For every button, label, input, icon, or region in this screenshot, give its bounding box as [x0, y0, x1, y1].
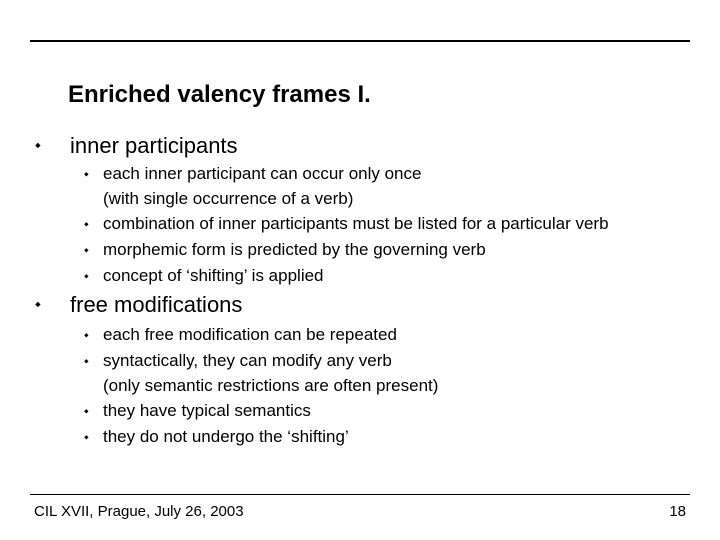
sub-bullet-continuation: (only semantic restrictions are often present): [103, 376, 439, 395]
bottom-rule: [30, 494, 690, 495]
sub-bullet-text: morphemic form is predicted by the governing verb: [103, 240, 486, 259]
diamond-bullet-icon: ⬩: [84, 353, 89, 368]
sub-bullet-text: syntactically, they can modify any verb: [103, 351, 392, 370]
bullet-free-modifications: [35, 292, 243, 317]
sub-bullet: [84, 237, 486, 262]
page-number: 18: [669, 503, 686, 520]
section-heading: free modifications: [70, 292, 243, 317]
sub-bullet-text: each inner participant can occur only once: [103, 164, 422, 183]
sub-bullet-continuation: (with single occurrence of a verb): [103, 189, 354, 208]
sub-bullet: [84, 322, 397, 347]
diamond-bullet-icon: ⬩: [35, 296, 41, 313]
diamond-bullet-icon: ⬩: [84, 242, 89, 257]
slide-title: Enriched valency frames I.: [68, 81, 371, 108]
sub-bullet: [84, 263, 324, 288]
diamond-bullet-icon: ⬩: [84, 429, 89, 444]
bullet-inner-participants: [35, 133, 238, 158]
diamond-bullet-icon: ⬩: [84, 216, 89, 231]
sub-bullet-text: concept of ‘shifting’ is applied: [103, 266, 324, 285]
diamond-bullet-icon: ⬩: [84, 327, 89, 342]
sub-bullet: [84, 211, 609, 236]
diamond-bullet-icon: ⬩: [35, 137, 41, 154]
sub-bullet: [84, 348, 439, 398]
diamond-bullet-icon: ⬩: [84, 166, 89, 181]
diamond-bullet-icon: ⬩: [84, 403, 89, 418]
section-heading: inner participants: [70, 133, 238, 158]
sub-bullet: [84, 398, 311, 423]
top-rule: [30, 40, 690, 42]
sub-bullet-text: each free modification can be repeated: [103, 325, 397, 344]
sub-bullet-text: combination of inner participants must be listed for a particular verb: [103, 214, 609, 233]
sub-bullet: [84, 424, 349, 449]
sub-bullet-text: they have typical semantics: [103, 401, 311, 420]
diamond-bullet-icon: ⬩: [84, 268, 89, 283]
sub-bullet: [84, 161, 422, 211]
sub-bullet-text: they do not undergo the ‘shifting’: [103, 427, 349, 446]
footer-conference: CIL XVII, Prague, July 26, 2003: [34, 503, 244, 520]
